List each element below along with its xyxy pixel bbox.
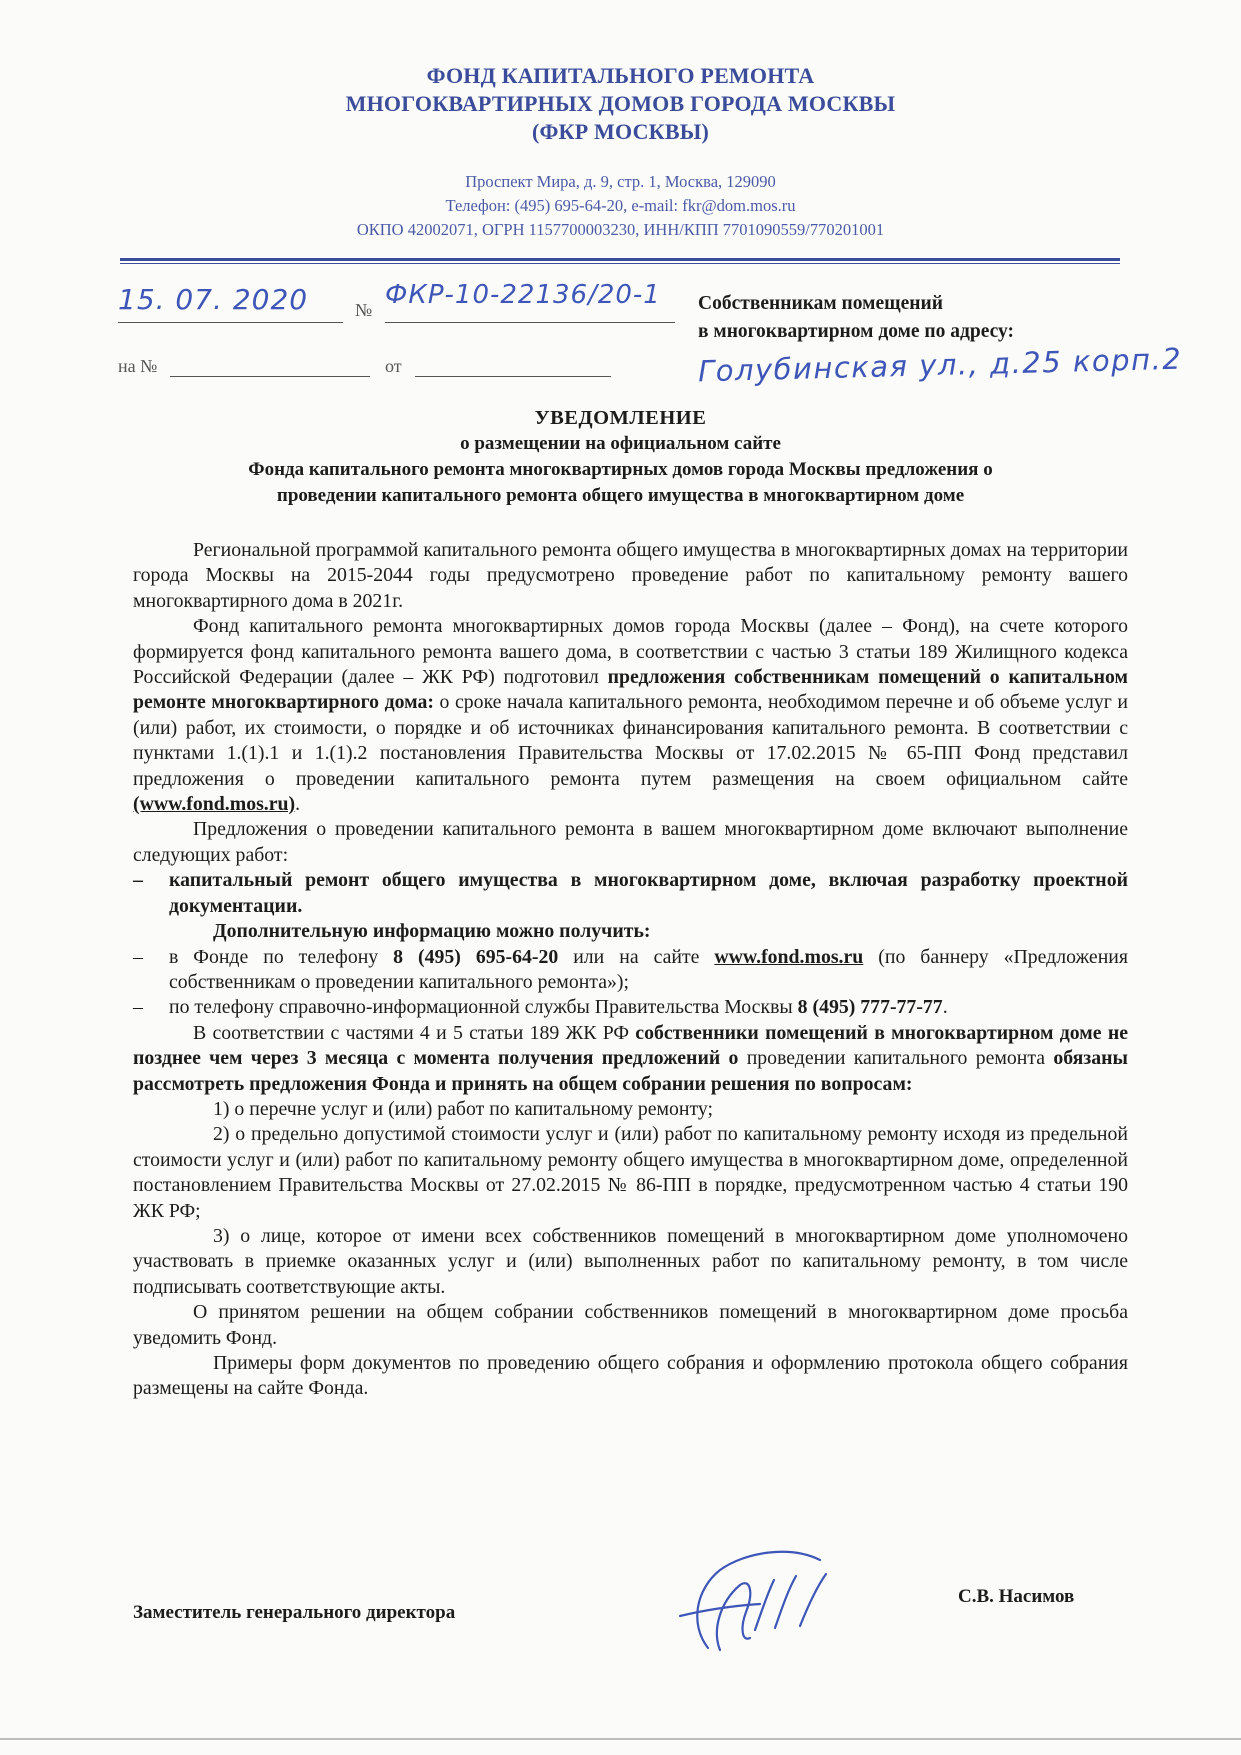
paragraph-obligation (133, 1021, 1128, 1097)
obligation-text-c: проведении капитального ремонта (738, 1047, 1054, 1070)
works-item-1: – капитальный ремонт общего имущества в многоквартирном доме, включая разработку проектной документации. (133, 868, 1128, 919)
letterhead-rule (120, 258, 1120, 261)
org-codes: ОКПО 42002071, ОГРН 1157700003230, ИНН/КПП 7701090559/770201001 (356, 220, 885, 239)
info1-text-b: или на сайте (558, 945, 715, 968)
reference-label: на № (118, 356, 158, 376)
fund-proposal-bold: предложения собственникам помещений о капитальном ремонте многоквартирного дома: (133, 666, 1129, 714)
org-contacts (0, 170, 1241, 242)
recipient-block (698, 290, 1014, 346)
handwritten-signature-icon (650, 1530, 870, 1660)
reference-underline (170, 376, 370, 377)
fund-site-link: (www.fond.mos.ru) (133, 793, 296, 816)
info2-text-a: по телефону справочно-информационной службы Правительства Москвы (169, 996, 798, 1019)
question-1: 1) о перечне услуг и (или) работ по капитальному ремонту; (213, 1097, 713, 1120)
paragraph-program: Региональной программой капитального ремонта общего имущества в многоквартирных домах на территории города Москвы на 2015-2044 годы предусмотрено проведение работ по капитальному ремонту вашего многоквартирного дома в 2021г. (133, 539, 1128, 612)
fund-text-a: Фонд капитального ремонта многоквартирных домов города Москвы (далее – Фонд), на счете которого формируется фонд капитального ремонта вашего дома, в соответствии с частью 3 статьи 189 Жилищного кодекса Российской Федерации (далее – ЖК РФ) подготовил (133, 615, 1128, 689)
org-phone: Телефон: (495) 695-64-20, e-mail: fkr@dom.mos.ru (445, 196, 796, 215)
org-line-3: (ФКР МОСКВЫ) (531, 119, 710, 144)
paragraph-notify: О принятом решении на общем собрании собственников помещений в многоквартирном доме просьба уведомить Фонд. (133, 1301, 1128, 1349)
number-label: № (355, 300, 373, 320)
document-title (100, 405, 1141, 509)
recipient-line-1: Собственникам помещений (698, 293, 943, 314)
info2-text-end: . (942, 996, 948, 1019)
info1-phone: 8 (495) 695-64-20 (393, 945, 559, 968)
org-line-2: МНОГОКВАРТИРНЫХ ДОМОВ ГОРОДА МОСКВЫ (345, 91, 896, 116)
title-line-2: о размещении на официальном сайте (460, 433, 781, 454)
info1-text-a: в Фонде по телефону (169, 945, 394, 968)
info-item-government (133, 995, 1128, 1020)
info2-phone: 8 (495) 777-77-77 (797, 996, 943, 1019)
obligation-text-a: В соответствии с частями 4 и 5 статьи 189 ЖК РФ (193, 1021, 636, 1044)
recipient-line-2: в многоквартирном доме по адресу: (698, 321, 1014, 342)
obligation-bold-d: обязаны рассмотреть предложения Фонда и принять на общем собрании решения по вопросам: (133, 1047, 1128, 1095)
paragraph-fund (133, 614, 1128, 817)
question-3: 3) о лице, которое от имени всех собственников помещений в многоквартирном доме уполномочено участвовать в приемке оказанных услуг и (или) выполненных работ по капитальному ремонту, в том числе подписывать соответствующие акты. (133, 1224, 1128, 1298)
fund-text-c: о сроке начала капитального ремонта, необходимом перечне и об объеме услуг и (или) работ, их стоимости, о порядке и об источниках финансирования капитального ремонта. В соответствии с пунктами 1.(1).1 и 1.(1).2 постановления Правительства Москвы от 17.02.2015 № 65-ПП Фонд представил предложения о проведении капитального ремонта путем размещения на своем официальном сайте (133, 691, 1128, 790)
handwritten-number: ФКР-10-22136/20-1 (385, 280, 661, 310)
handwritten-date: 15. 07. 2020 (118, 283, 309, 316)
title-line-4: проведении капитального ремонта общего имущества в многоквартирном доме (276, 485, 965, 506)
org-address: Проспект Мира, д. 9, стр. 1, Москва, 129090 (465, 172, 776, 191)
paragraph-works: Предложения о проведении капитального ремонта в вашем многоквартирном доме включают выполнение следующих работ: (133, 818, 1128, 866)
from-underline (415, 376, 611, 377)
date-underline (118, 322, 343, 323)
handwritten-address: Голубинская ул., д.25 корп.2 (697, 341, 1183, 389)
signatory-name: С.В. Насимов (958, 1586, 1075, 1607)
number-underline (385, 322, 675, 323)
from-label: от (385, 356, 402, 376)
title-line-3: Фонда капитального ремонта многоквартирных домов города Москвы предложения о (248, 459, 993, 480)
info-heading: Дополнительную информацию можно получить: (213, 920, 651, 943)
document-body (133, 538, 1128, 1402)
obligation-bold-b: собственники помещений в многоквартирном доме не позднее чем через 3 месяца с момента получения предложений о (133, 1021, 1128, 1070)
info1-site-link: www.fond.mos.ru (714, 945, 864, 968)
org-line-1: ФОНД КАПИТАЛЬНОГО РЕМОНТА (426, 63, 815, 88)
signatory-role: Заместитель генерального директора (133, 1602, 456, 1623)
paragraph-forms: Примеры форм документов по проведению общего собрания и оформлению протокола общего собрания размещены на сайте Фонда. (133, 1352, 1128, 1400)
title-line-1: УВЕДОМЛЕНИЕ (534, 407, 707, 429)
question-2: 2) о предельно допустимой стоимости услуг и (или) работ по капитальному ремонту исходя из предельной стоимости услуг и (или) работ по капитальному ремонту общего имущества в многоквартирном доме, определенной постановлением Правительства Москвы от 27.02.2015 № 86-ПП в порядке, предусмотренном частью 4 статьи 190 ЖК РФ; (133, 1123, 1128, 1222)
info1-text-c: (по баннеру «Предложения собственникам о проведении капитального ремонта»); (169, 945, 1128, 993)
page-bottom-edge (0, 1738, 1241, 1740)
info-item-fund (133, 945, 1128, 996)
fund-text-end: . (295, 793, 301, 816)
letterhead-rule-thin (120, 263, 1120, 264)
organization-name (0, 62, 1241, 146)
